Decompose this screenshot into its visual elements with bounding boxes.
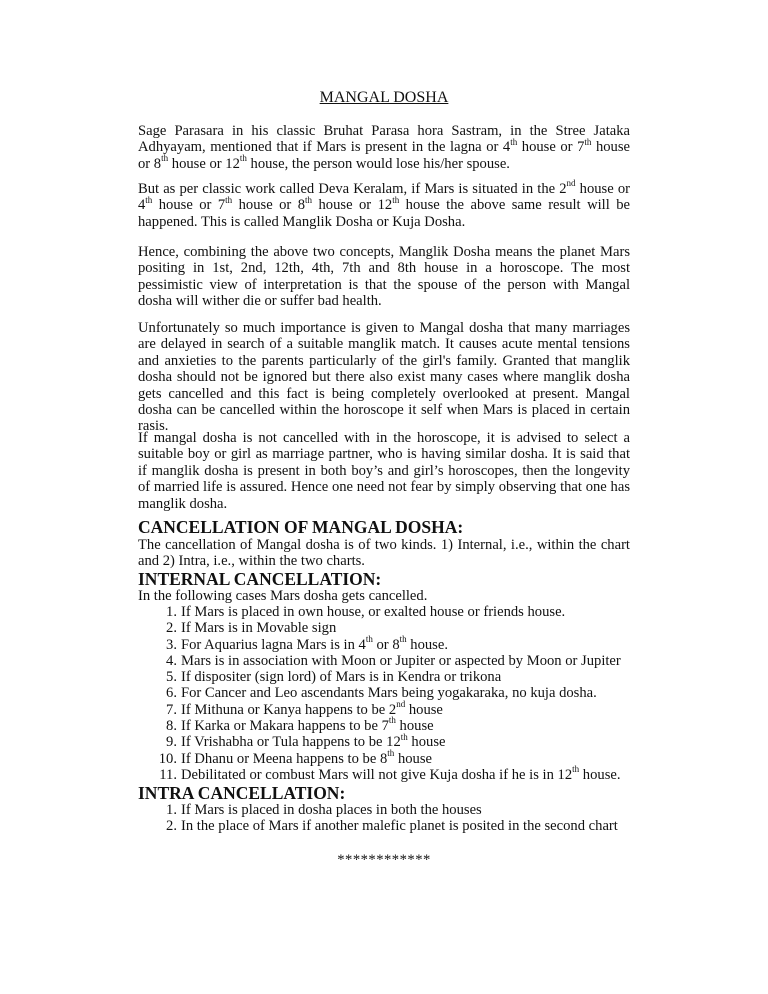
list-item	[138, 715, 638, 735]
paragraph-1: Sage Parasara in his classic Bruhat Parasa hora Sastram, in the Stree Jataka Adhyayam, mentioned that if Mars is present in the lagna or 4th house or 7th house or 8th house or 12th house, the person would lose his/her spouse.	[138, 123, 631, 172]
page-title: MANGAL DOSHA	[319, 89, 449, 106]
list-item	[138, 669, 638, 685]
ordinal-suffix: th	[400, 731, 408, 742]
list-item-number: 9.	[166, 734, 177, 751]
list-item-number: 1.	[166, 604, 177, 620]
list-item	[138, 653, 638, 669]
ordinal-suffix: th	[365, 633, 373, 644]
list-item-text: For Aquarius lagna Mars is in 4th or 8th house.	[181, 633, 448, 653]
list-item-number: 8.	[166, 718, 177, 735]
list-item-text: In the place of Mars if another malefic planet is posited in the second chart	[181, 818, 618, 835]
list-item	[138, 685, 638, 701]
list-item-text: If Vrishabha or Tula happens to be 12th house	[181, 731, 446, 751]
paragraph-4: Unfortunately so much importance is given to Mangal dosha that many marriages are delayed in search of a suitable manglik match. It causes acute mental tensions and anxieties to the parents particularly of the girl's family. Granted that manglik dosha should not be ignored but there also exist many cases where manglik dosha gets cancelled and this fact is being completely overlooked at present. Mangal dosha can be cancelled within the horoscope it self when Mars is placed in certain rasis.	[138, 320, 630, 435]
list-item-number: 7.	[166, 701, 177, 718]
list-item-number: 5.	[166, 669, 177, 686]
list-item-number: 10.	[158, 750, 177, 767]
ordinal-suffix: th	[510, 136, 518, 147]
list-item-text: If Mars is placed in dosha places in both the houses	[181, 802, 482, 818]
ordinal-suffix: th	[305, 194, 313, 205]
ordinal-suffix: th	[392, 194, 400, 205]
intra-cancellation-heading: INTRA CANCELLATION:	[138, 783, 346, 803]
list-item-text: If dispositer (sign lord) of Mars is in Kendra or trikona	[181, 669, 502, 686]
ordinal-suffix: th	[387, 747, 395, 758]
list-item-text: Debilitated or combust Mars will not give Kuja dosha if he is in 12th house.	[181, 764, 621, 783]
list-item-text: If Mars is placed in own house, or exalted house or friends house.	[181, 604, 566, 620]
list-item-number: 11.	[159, 766, 177, 783]
internal-cancellation-list	[138, 604, 638, 783]
paragraph-2: But as per classic work called Deva Keralam, if Mars is situated in the 2nd house or 4th house or 7th house or 8th house or 12th house the above same result will be happened. This is called Manglik Dosha or Kuja Dosha.	[138, 178, 630, 230]
list-item-text: If Karka or Makara happens to be 7th house	[181, 715, 434, 735]
list-item-text: For Cancer and Leo ascendants Mars being yogakaraka, no kuja dosha.	[181, 685, 597, 702]
list-item-text: If Dhanu or Meena happens to be 8th house	[181, 747, 432, 767]
list-item	[138, 818, 638, 834]
list-item-number: 4.	[166, 652, 177, 669]
ordinal-suffix: th	[388, 715, 396, 726]
list-item	[138, 604, 638, 620]
list-item-text: If Mars is in Movable sign	[181, 620, 337, 637]
list-item-number: 2.	[166, 620, 177, 637]
ordinal-suffix: th	[145, 194, 153, 205]
list-item	[138, 747, 638, 767]
list-item-number: 2.	[166, 818, 177, 835]
paragraph-5: If mangal dosha is not cancelled with in the horoscope, it is advised to select a suitable boy or girl as marriage partner, who is having similar dosha. It is said that if manglik dosha is present in both boy’s and girl’s horoscopes, then the longevity of married life is assured. Hence one need not fear by simply observing that one has manglik dosha.	[138, 430, 630, 512]
list-item	[138, 764, 638, 783]
ordinal-suffix: th	[399, 633, 407, 644]
list-item-text: If Mithuna or Kanya happens to be 2nd house	[181, 698, 443, 718]
ordinal-suffix: th	[239, 152, 247, 163]
internal-cancellation-intro: In the following cases Mars dosha gets cancelled.	[138, 588, 428, 604]
list-item-text: Mars is in association with Moon or Jupiter or aspected by Moon or Jupiter	[181, 652, 621, 669]
list-item-number: 6.	[166, 685, 177, 702]
ordinal-suffix: th	[584, 136, 592, 147]
list-item-number: 1.	[166, 802, 177, 818]
cancellation-text: The cancellation of Mangal dosha is of two kinds. 1) Internal, i.e., within the chart and 2) Intra, i.e., within the two charts.	[138, 537, 630, 570]
list-item-number: 3.	[166, 636, 177, 653]
list-item	[138, 633, 638, 653]
ordinal-suffix: th	[225, 194, 233, 205]
internal-cancellation-heading: INTERNAL CANCELLATION:	[138, 569, 382, 589]
list-item	[138, 802, 638, 818]
cancellation-heading: CANCELLATION OF MANGAL DOSHA:	[138, 517, 464, 537]
footer-separator: ************	[337, 852, 431, 868]
ordinal-suffix: th	[161, 152, 169, 163]
intra-cancellation-list	[138, 802, 638, 835]
list-item	[138, 620, 638, 636]
paragraph-3: Hence, combining the above two concepts, Manglik Dosha means the planet Mars positing in 1st, 2nd, 12th, 4th, 7th and 8th house in a horoscope. The most pessimistic view of interpretation is that the spouse of the person with Mangal dosha will wither die or suffer bad health.	[138, 244, 630, 310]
list-item	[138, 698, 638, 718]
ordinal-suffix: nd	[566, 178, 576, 189]
ordinal-suffix: nd	[396, 698, 406, 709]
ordinal-suffix: th	[572, 764, 580, 775]
